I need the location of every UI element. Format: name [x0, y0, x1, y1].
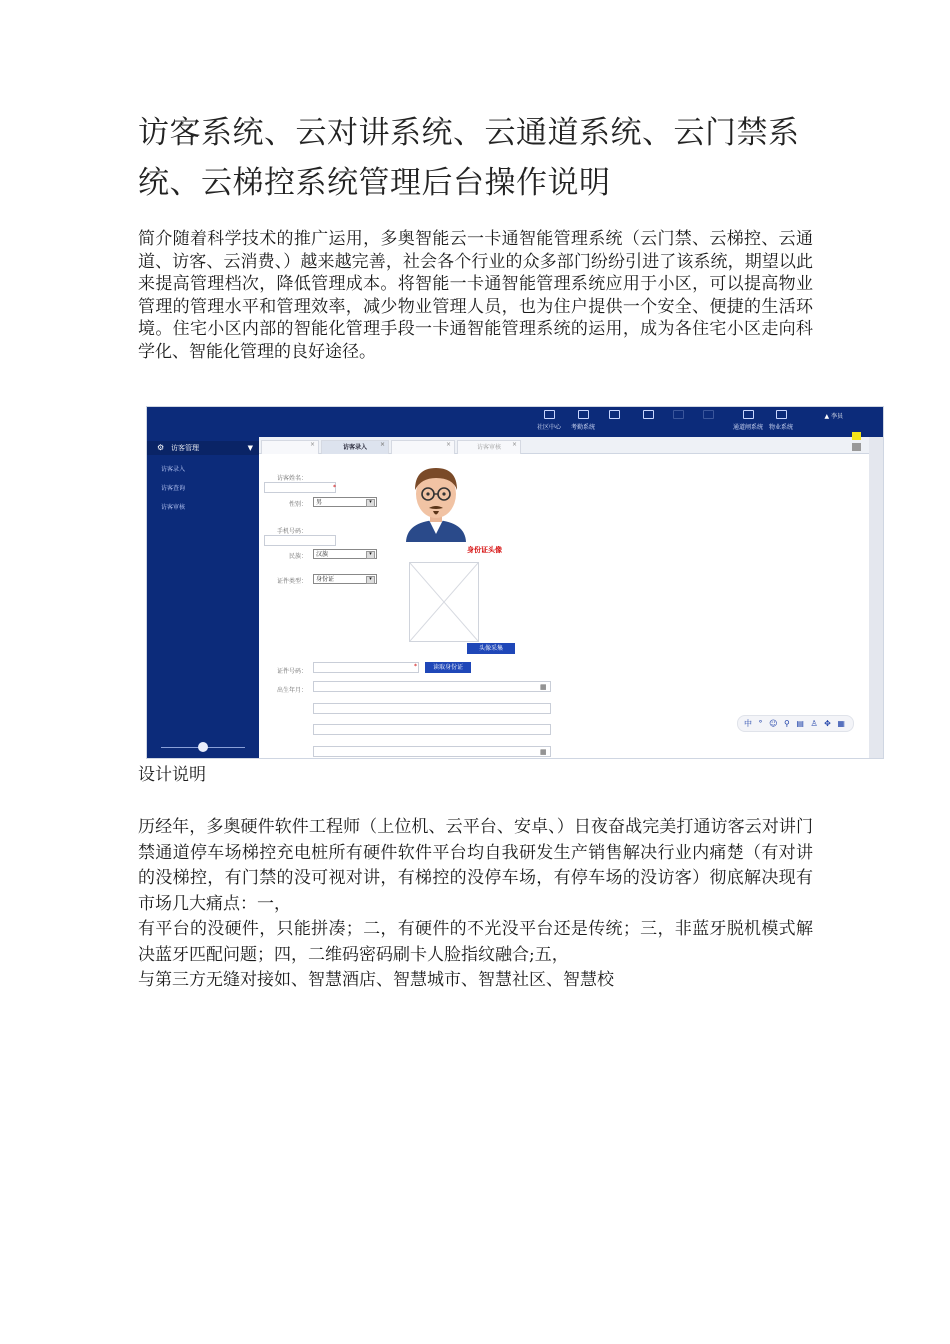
module-icon	[609, 410, 620, 419]
gender-select[interactable]: 男 ▾	[313, 497, 377, 507]
field-input-3[interactable]	[313, 746, 551, 757]
user-menu[interactable]: ▲ 李员	[824, 413, 843, 420]
close-icon[interactable]: ×	[511, 441, 517, 448]
module-icon	[703, 410, 714, 419]
nav-item-gate[interactable]: 通道闸系统	[733, 410, 763, 431]
sidebar-item-visitor-query[interactable]: 访客查询	[161, 485, 186, 492]
body-line: 有平台的没硬件，只能拼凑；二，有硬件的不光没平台还是传统；三，非蓝牙脱机模式解决蓝牙匹配问题；四，二维码密码刷卡人脸指纹融合;五，	[138, 919, 813, 965]
birth-label: 出生年月：	[277, 687, 308, 694]
property-icon	[776, 410, 787, 419]
caption: 设计说明	[138, 765, 206, 785]
required-mark: *	[414, 663, 417, 670]
idno-label: 证件号码：	[277, 668, 308, 675]
nav-item-community[interactable]: 社区中心	[537, 410, 561, 431]
body-paragraph	[138, 815, 813, 994]
read-id-button[interactable]: 读取身份证	[425, 662, 471, 673]
attendance-icon	[578, 410, 589, 419]
nav-item-4[interactable]	[643, 410, 654, 422]
avatar-illustration	[401, 462, 471, 542]
nav-item-5[interactable]	[673, 410, 684, 422]
tab-visitor-entry[interactable]: 访客录入 ×	[321, 440, 389, 454]
scrollbar[interactable]	[869, 437, 883, 758]
nav-item-6[interactable]	[703, 410, 714, 422]
status-indicator-yellow	[852, 432, 861, 440]
tab-1[interactable]	[261, 440, 319, 454]
module-icon	[673, 410, 684, 419]
collapse-handle[interactable]	[198, 742, 208, 752]
community-icon	[544, 410, 555, 419]
tab-bar	[259, 437, 869, 454]
input-method-toolbar[interactable]: 中 ° ☺ ⚲ ▤ ♙ ✥ ▦	[737, 715, 854, 732]
body-line: 历经年，多奥硬件软件工程师（上位机、云平台、安卓、）日夜奋战完美打通访客云对讲门禁通道停车场梯控充电桩所有硬件软件平台均自我研发生产销售解决行业内痛楚（有对讲的没梯控，有门禁的没可视对讲，有梯控的没停车场，有停车场的没访客）彻底解决现有市场几大痛点：一，	[138, 817, 813, 914]
id-photo-label: 身份证头像	[467, 546, 502, 554]
calendar-icon[interactable]: ▦	[540, 683, 547, 691]
sidebar	[147, 437, 259, 758]
capture-photo-button[interactable]: 头像采集	[467, 643, 515, 654]
nav-item-attendance[interactable]: 考勤系统	[571, 410, 595, 431]
idno-input[interactable]	[313, 662, 419, 673]
status-indicator-grey	[852, 443, 861, 451]
required-mark: *	[333, 484, 336, 491]
body-line: 与第三方无缝对接如、智慧酒店、智慧城市、智慧社区、智慧校	[138, 970, 614, 990]
phone-input[interactable]	[264, 535, 336, 546]
document-title: 访客系统、云对讲系统、云通道系统、云门禁系统、云梯控系统管理后台操作说明	[138, 115, 800, 201]
field-input-1[interactable]	[313, 703, 551, 714]
chevron-down-icon: ▾	[366, 499, 375, 507]
sidebar-group-visitor[interactable]: ⚙ 访客管理 ▼	[147, 441, 259, 455]
name-label: 访客姓名：	[277, 475, 308, 482]
gender-label: 性别：	[289, 501, 308, 508]
top-navigation-bar	[147, 407, 883, 437]
nav-item-3[interactable]	[609, 410, 620, 422]
name-input[interactable]	[264, 482, 336, 493]
user-icon: ▲	[824, 413, 830, 420]
gear-icon: ⚙	[157, 443, 165, 452]
chevron-down-icon: ▼	[247, 444, 253, 452]
field-input-2[interactable]	[313, 724, 551, 735]
nation-select[interactable]: 汉族 ▾	[313, 549, 377, 559]
sidebar-item-visitor-review[interactable]: 访客审核	[161, 504, 186, 511]
gate-icon	[743, 410, 754, 419]
phone-label: 手机号码：	[277, 528, 308, 535]
app-screenshot	[146, 406, 884, 759]
intro-paragraph: 简介随着科学技术的推广运用，多奥智能云一卡通智能管理系统（云门禁、云梯控、云通道、访客、云消费、）越来越完善，社会各个行业的众多部门纷纷引进了该系统，期望以此来提高管理档次，降低管理成本。将智能一卡通智能管理系统应用于小区，可以提高物业管理的管理水平和管理效率，减少物业管理人员，也为住户提供一个安全、便捷的生活环境。住宅小区内部的智能化管理手段一卡通智能管理系统的运用，成为各住宅小区走向科学化、智能化管理的良好途径。	[138, 229, 813, 362]
close-icon[interactable]: ×	[445, 441, 451, 448]
idtype-label: 证件类型：	[277, 578, 308, 585]
tab-visitor-review[interactable]: 访客审核 ×	[457, 440, 521, 454]
nav-item-property[interactable]: 物业系统	[769, 410, 793, 431]
visitor-entry-form	[259, 454, 869, 758]
sidebar-item-visitor-entry[interactable]: 访客录入	[161, 466, 186, 473]
birth-input[interactable]	[313, 681, 551, 692]
close-icon[interactable]: ×	[309, 441, 315, 448]
close-icon[interactable]: ×	[379, 441, 385, 448]
calendar-icon[interactable]: ▦	[540, 748, 547, 756]
module-icon	[643, 410, 654, 419]
image-placeholder-icon	[410, 563, 478, 641]
id-photo-placeholder	[409, 562, 479, 642]
idtype-select[interactable]: 身份证 ▾	[313, 574, 377, 584]
chevron-down-icon: ▾	[366, 551, 375, 559]
nation-label: 民族：	[289, 553, 308, 560]
chevron-down-icon: ▾	[366, 576, 375, 584]
tab-3[interactable]	[391, 440, 455, 454]
